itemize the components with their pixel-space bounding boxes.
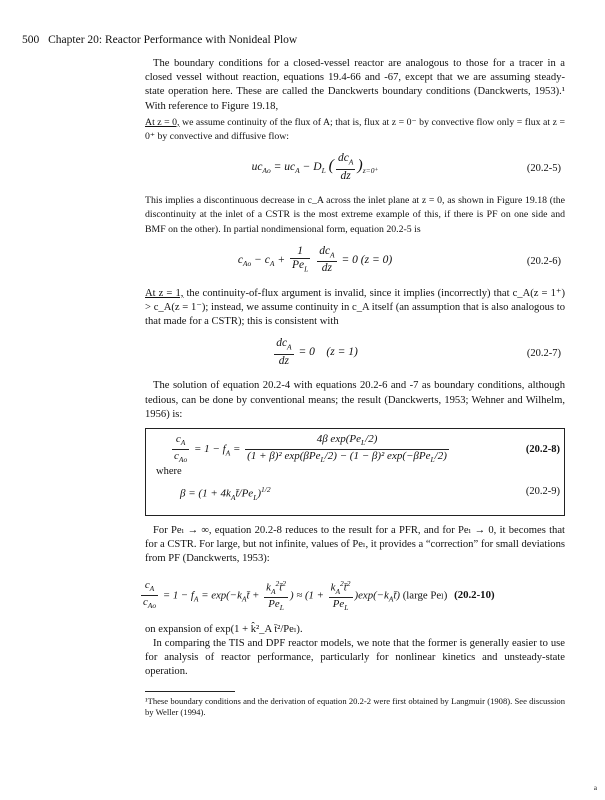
footnote: ¹These boundary conditions and the derivation of equation 20.2-2 were first obtained by Langmuir (1908). See discussion by Weller (1994). (145, 696, 565, 718)
boxed-result (145, 428, 565, 516)
paragraph-expansion: on expansion of exp(1 + k̂²_A t̄²/Peₗ). (145, 623, 303, 635)
equation-tag: (large Peₗ) (402, 589, 448, 602)
corner-mark: a (593, 784, 597, 792)
outlet-lead: At z = 1, (145, 287, 184, 299)
equation-expression: $\frac{dc_A}{dz}$ = 0 (z = 1) (276, 337, 358, 367)
equation-expression: $\frac{c_A}{c_{Ao}}$ = $1 - f_A$ = $\exp(-k_At̄$ + $\frac{k_A^2t̄^2}{Pe_L}$ ) ≈ (1 + $\frac{k_A^2t̄^2}{Pe_L}$ )$\exp(-k_At̄)$ (large Peₗ) (20.2-10) (143, 578, 495, 613)
equation-number: (20.2-6) (526, 255, 561, 267)
inlet-text: we assume continuity of the flux of A; that is, flux at z = 0⁻ by convective flow only = flux at z = 0⁺ by convective and diffusive flow: (145, 116, 565, 143)
page-number: 500 (22, 34, 40, 46)
equation-number: (20.2-5) (526, 163, 561, 175)
where-label: where (156, 466, 182, 478)
paragraph-discontinuity: This implies a discontinuous decrease in c_A across the inlet plane at z = 0, as shown in Figure 19.18 (the discontinuity at the inlet of a CSTR is the most extreme example of this, if there is PF on one side and BMF on the other). In partial nondimensional form, equation 20.2-5 is (145, 195, 565, 235)
equation-number: (20.2-8) (525, 444, 560, 456)
paragraph-comparison: In comparing the TIS and DPF reactor models, we note that the former is generally easier to use for analysis of reactor performance, particularly for nonlinear kinetics and unsteady-state operation. (145, 637, 565, 678)
equation-20-2-8: $\frac{c_A}{c_{Ao}}$ = $1 - f_A$ = $\frac{4\beta \exp(Pe_L/2)}{(1 + \beta)^2 \exp(\beta Pe_L/2) - (1 - \beta)^2 \exp(-\beta Pe_L/2)}$ (174, 433, 447, 465)
equation-20-2-10 (145, 577, 565, 617)
equation-number: (20.2-10) (454, 589, 495, 602)
equation-number: (20.2-7) (526, 348, 561, 360)
equation-expression: $uc_{Ao} = uc_A - D_L$ ( $\frac{dc_A}{dz}$ )$_{z=0^+}$ (251, 152, 379, 182)
equation-20-2-9: $\beta = (1 + 4k_At̄/Pe_L)^{1/2}$ (180, 485, 271, 502)
outlet-text: the continuity-of-flux argument is invalid, since it implies (incorrectly) that c_A(z = 1⁺) > c_A(z = 1⁻); instead, we assume continuity in c_A itself (an assumption that is also analogous to that made for a CSTR); this is consistent with (145, 287, 565, 328)
paragraph-solution: The solution of equation 20.2-4 with equations 20.2-6 and -7 as boundary conditions, although tedious, can be done by conventional means; the result (Danckwerts, 1953; Wehner and Wilhelm, 1956) is: (145, 380, 565, 420)
equation-20-2-6 (145, 245, 565, 281)
footnote-rule (145, 691, 235, 692)
equation-20-2-5 (145, 152, 565, 188)
equation-20-2-7 (145, 337, 565, 373)
equation-expression: $c_{Ao} - c_A$ + $\frac{1}{Pe_L}$ $\frac{dc_A}{dz}$ = 0 (z = 0) (237, 244, 393, 275)
page-body (145, 57, 565, 718)
equation-number: (20.2-9) (525, 486, 560, 498)
paragraph-inlet-condition (145, 116, 565, 144)
running-header (22, 34, 297, 46)
paragraph-outlet-condition (145, 287, 565, 330)
paragraph-boundary-conditions: The boundary conditions for a closed-vessel reactor are analogous to those for a tracer in a closed vessel without reaction, equations 19.4-66 and -67, except that we are assuming steady-state operation here. These are called the Danckwerts boundary conditions (Danckwerts, 1953).¹ With reference to Figure 19.18, (145, 58, 565, 112)
running-title: Chapter 20: Reactor Performance with Nonideal Plow (48, 34, 298, 46)
paragraph-limits: For Peₗ → ∞, equation 20.2-8 reduces to the result for a PFR, and for Peₗ → 0, it becomes that for a CSTR. For large, but not infinite, values of Peₗ, it provides a “correction” for small deviations from PF (Danckwerts, 1953): (145, 525, 565, 565)
inlet-lead: At z = 0, (145, 116, 180, 128)
